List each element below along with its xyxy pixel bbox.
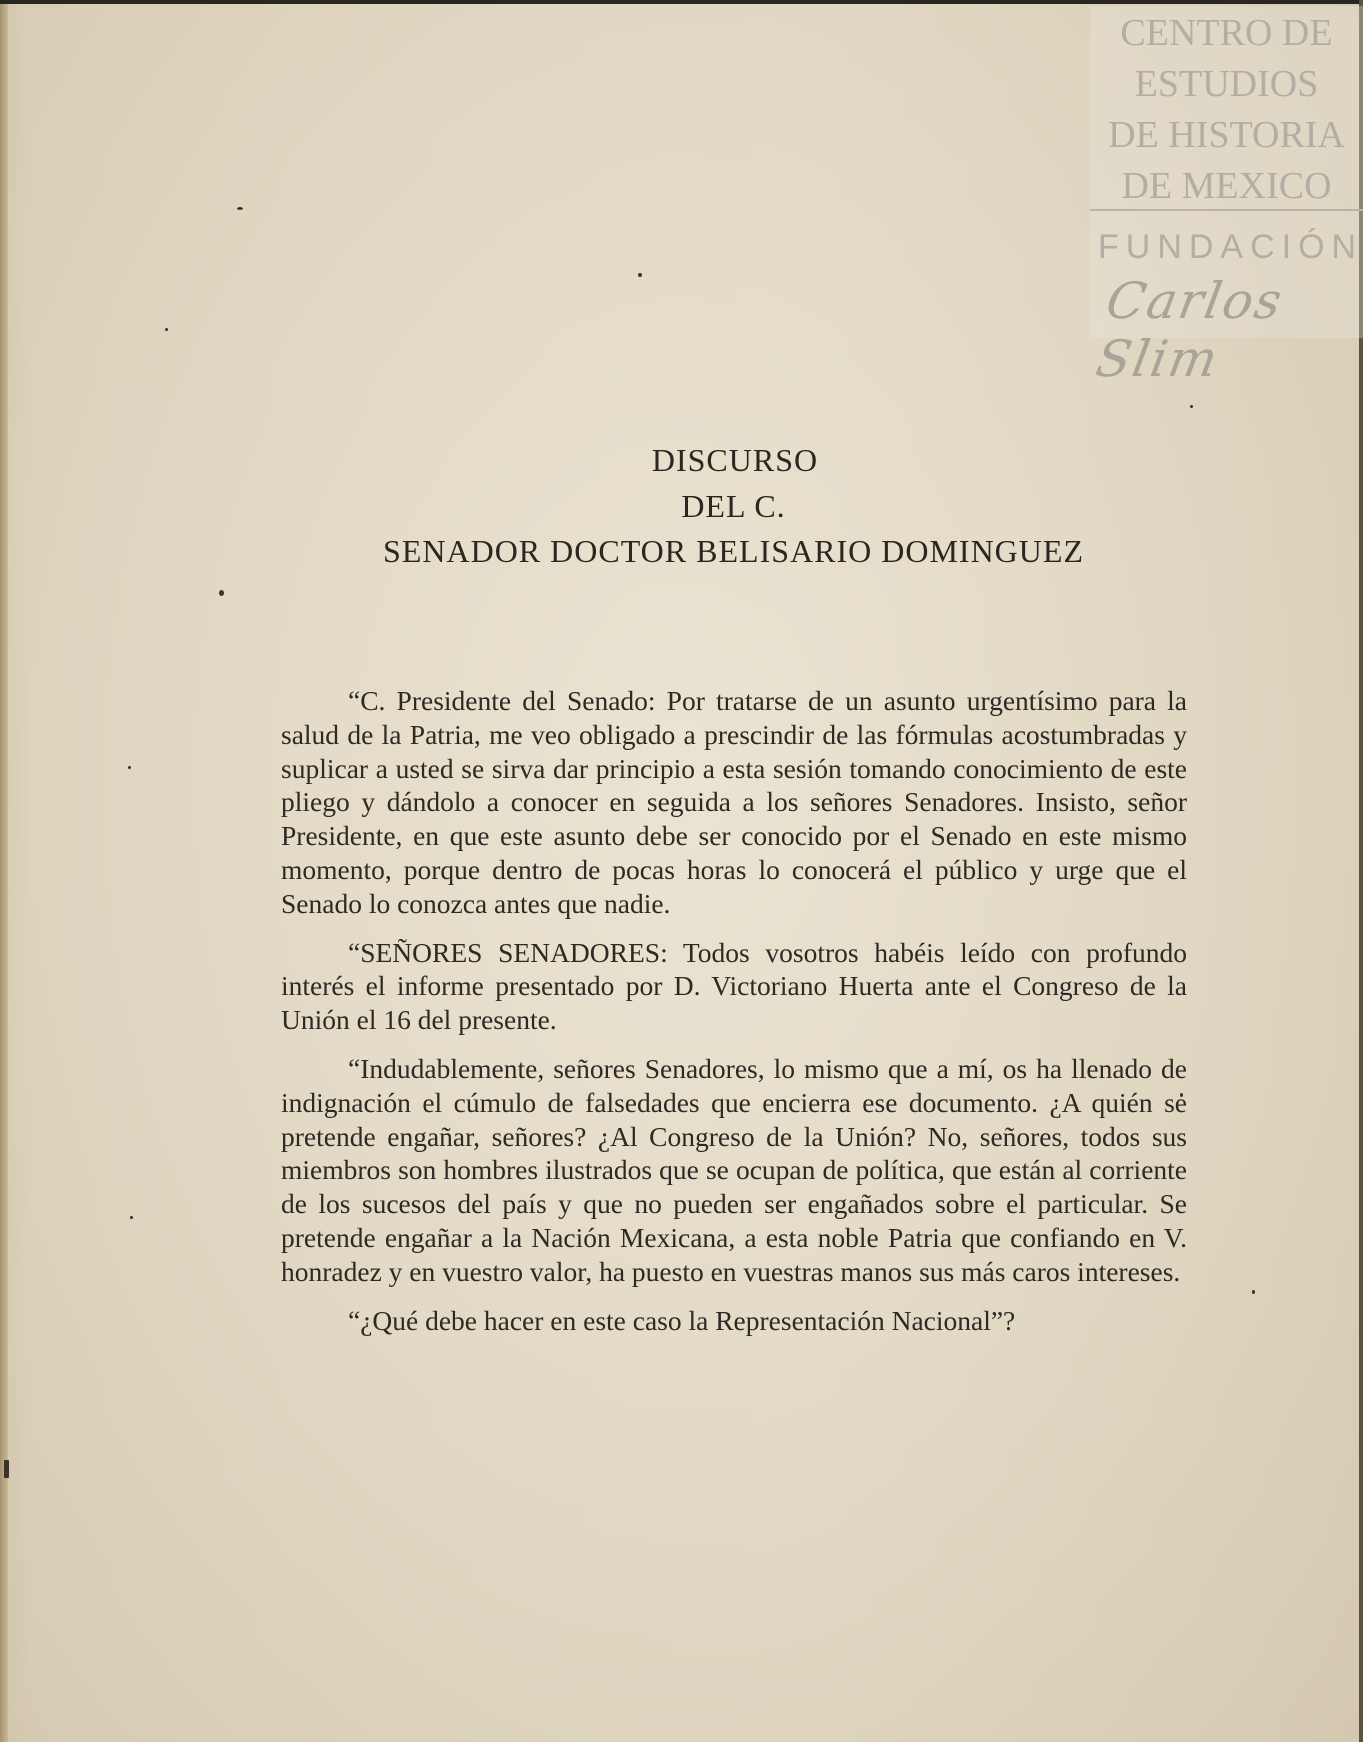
watermark-divider [1090, 209, 1363, 211]
watermark-line: CENTRO DE [1120, 12, 1333, 54]
paragraph: “¿Qué debe hacer en este caso la Representación Nacional”? [348, 1304, 1016, 1336]
watermark-institution [1090, 8, 1363, 212]
scan-speck [638, 273, 642, 277]
scan-speck [4, 1460, 9, 1478]
scan-speck [1190, 405, 1193, 408]
paragraph: “Indudablemente, señores Senadores, lo mismo que a mí, os ha llenado de indignación el cúmulo de falsedades que encierra ese documento. ¿A quién se pretende engañar, señores? ¿Al Congreso de la Unión? No, señores, todos sus miembros son hombres ilustrados que se ocupan de política, que están al corriente de los sucesos del país y que no pueden ser engañados sobre el particular. Se pretende engañar a la Nación Mexicana, a esta noble Patria que confiando en V. honradez y en vuestro valor, ha puesto en vuestras manos sus más caros intereses. [281, 1052, 1187, 1287]
page-top-edge [0, 0, 1363, 4]
watermark-line: DE MEXICO [1121, 165, 1332, 207]
watermark-logo [1090, 6, 1363, 388]
scan-speck [1252, 1290, 1255, 1294]
scan-speck [165, 328, 168, 331]
title-line-2: DEL C. [681, 488, 786, 524]
scan-speck [128, 766, 131, 769]
title-line-1: DISCURSO [651, 442, 819, 478]
scan-speck [219, 590, 224, 596]
scan-speck [237, 207, 243, 210]
page-left-edge [0, 0, 8, 1742]
paragraph: “SEÑORES SENADORES: Todos vosotros habéis leído con profundo interés el informe presentado por D. Victoriano Huerta ante el Congreso de la Unión el 16 del presente. [281, 936, 1187, 1036]
speech-body [281, 684, 1187, 1352]
watermark-signature: Carlos Slim [1091, 272, 1288, 388]
paragraph: “C. Presidente del Senado: Por tratarse de un asunto urgentísimo para la salud de la Patria, me veo obligado a prescindir de las fórmulas acostumbradas y suplicar a usted se sirva dar principio a esta sesión tomando conocimiento de este pliego y dándolo a conocer en seguida a los señores Senadores. Insisto, señor Presidente, en que este asunto debe ser conocido por el Senado en este mismo momento, porque dentro de pocas horas lo conocerá el público y urge que el Senado lo conozca antes que nadie. [281, 685, 1187, 919]
scan-speck [130, 1216, 133, 1219]
watermark-line: DE HISTORIA [1108, 114, 1345, 156]
watermark-line: ESTUDIOS [1134, 63, 1319, 105]
watermark-fundacion: FUNDACIÓN [1098, 228, 1363, 266]
title-line-3: SENADOR DOCTOR BELISARIO DOMINGUEZ [383, 533, 1084, 569]
